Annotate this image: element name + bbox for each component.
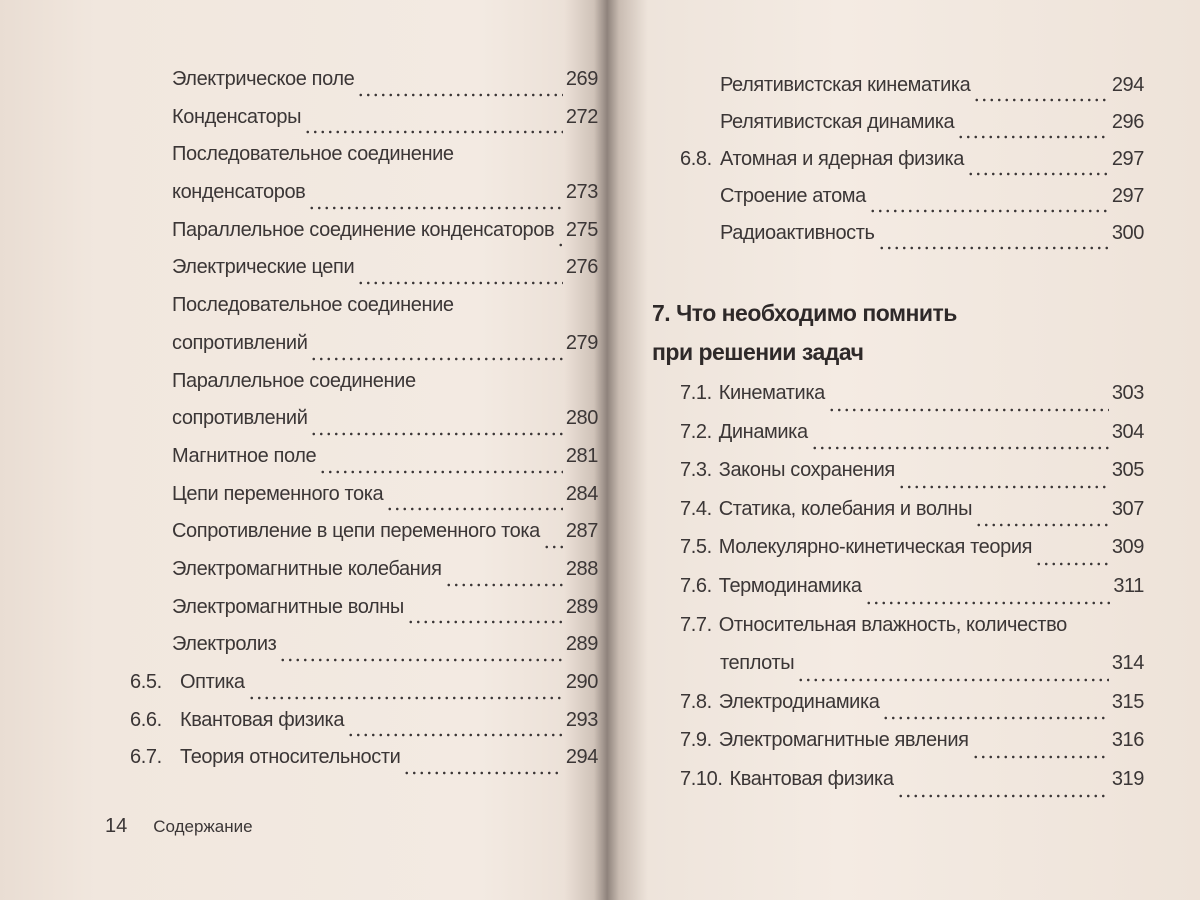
dot-leader — [304, 130, 563, 134]
page-number: 279 — [565, 331, 598, 354]
toc-entry — [130, 143, 598, 181]
dot-leader — [407, 620, 563, 624]
dot-leader — [898, 485, 1109, 489]
entry-title: Строение атома — [720, 185, 866, 207]
toc-entry — [130, 219, 598, 257]
toc-entry — [130, 256, 598, 294]
entry-title: Законы сохранения — [718, 459, 895, 482]
page-number: 280 — [565, 407, 598, 430]
toc-entry — [130, 709, 598, 747]
page-number: 297 — [1111, 148, 1144, 170]
toc-entry — [130, 671, 598, 709]
toc-entry — [680, 614, 1144, 653]
dot-leader — [828, 408, 1109, 412]
dot-leader — [1035, 562, 1109, 566]
entry-title: Радиоактивность — [720, 222, 875, 244]
entry-title: Релятивистская динамика — [720, 111, 955, 133]
dot-leader — [957, 135, 1109, 139]
dot-leader — [869, 209, 1109, 213]
dot-leader — [308, 206, 562, 210]
entry-title: Параллельное соединение конденсаторов — [172, 218, 555, 241]
toc-entry — [130, 633, 598, 671]
page-number: 305 — [1111, 459, 1144, 482]
section-number: 6.8. — [680, 148, 712, 170]
entry-title-continuation: сопротивлений — [172, 331, 308, 354]
toc-entry — [130, 596, 598, 634]
section-number: 6.5. — [130, 671, 162, 693]
page-number: 314 — [1111, 652, 1144, 675]
page-number: 289 — [565, 595, 598, 618]
toc-entry-continuation — [130, 332, 598, 370]
toc-entry-continuation — [130, 181, 598, 219]
page-number: 272 — [565, 105, 598, 128]
section-number: 7.3. — [680, 459, 712, 482]
dot-leader — [972, 755, 1109, 759]
entry-title-continuation: теплоты — [720, 652, 795, 675]
toc-entry — [680, 148, 1144, 185]
entry-title: Электромагнитные явления — [718, 729, 969, 752]
entry-title: Динамика — [718, 420, 808, 443]
entry-title: Оптика — [180, 671, 245, 693]
dot-leader — [878, 246, 1109, 250]
entry-title-continuation: конденсаторов — [172, 181, 306, 204]
entry-title-continuation: сопротивлений — [172, 407, 308, 430]
entry-title: Электромагнитные волны — [172, 595, 404, 618]
dot-leader — [865, 601, 1111, 605]
page-number: 269 — [565, 68, 598, 90]
section-number: 6.6. — [130, 708, 162, 731]
toc-entry — [680, 382, 1144, 421]
dot-leader — [967, 172, 1109, 176]
entry-title: Цепи переменного тока — [172, 482, 384, 505]
section-number: 6.7. — [130, 746, 162, 769]
dot-leader — [811, 446, 1109, 450]
page-number: 14 — [105, 815, 128, 837]
page-number: 315 — [1111, 690, 1144, 713]
toc-entry — [680, 691, 1144, 730]
entry-title: Молекулярно-кинетическая теория — [718, 536, 1033, 559]
entry-title: Квантовая физика — [729, 767, 894, 790]
toc-entry-continuation — [130, 407, 598, 445]
toc-entry — [680, 498, 1144, 537]
section-number: 7.6. — [680, 574, 712, 597]
toc-entry — [130, 106, 598, 144]
page-number: 296 — [1111, 111, 1144, 133]
page-number: 284 — [565, 482, 598, 505]
dot-leader — [310, 432, 562, 436]
toc-entry-continuation — [680, 652, 1144, 691]
dot-leader — [357, 93, 562, 97]
toc-entry — [130, 294, 598, 332]
entry-title: Последовательное соединение — [172, 143, 454, 166]
page-number: 275 — [565, 218, 598, 241]
page-number: 276 — [565, 256, 598, 279]
toc-entry — [130, 746, 598, 784]
toc-entry — [680, 729, 1144, 768]
entry-title: Теория относительности — [180, 746, 401, 769]
dot-leader — [310, 357, 562, 361]
entry-title: Кинематика — [718, 382, 825, 404]
dot-leader — [386, 507, 563, 511]
page-number: 290 — [565, 671, 598, 693]
toc-entry — [680, 185, 1144, 222]
entry-title: Электролиз — [172, 633, 277, 656]
chapter-heading — [652, 294, 957, 372]
dot-leader — [319, 470, 563, 474]
toc-entry — [680, 222, 1144, 259]
dot-leader — [557, 243, 563, 247]
left-toc-list — [130, 68, 598, 784]
page-number: 319 — [1111, 767, 1144, 790]
toc-entry — [680, 111, 1144, 148]
entry-title: Квантовая физика — [180, 708, 345, 731]
toc-entry — [680, 421, 1144, 460]
entry-title: Сопротивление в цепи переменного тока — [172, 520, 540, 543]
page-number: 273 — [565, 181, 598, 204]
page-number: 300 — [1111, 222, 1144, 244]
section-number: 7.2. — [680, 420, 712, 443]
page-number: 289 — [565, 633, 598, 656]
page-number: 297 — [1111, 185, 1144, 207]
running-title: Содержание — [153, 817, 253, 836]
toc-entry — [680, 536, 1144, 575]
entry-title: Электродинамика — [718, 690, 880, 713]
dot-leader — [248, 696, 563, 700]
dot-leader — [357, 281, 563, 285]
toc-entry — [680, 74, 1144, 111]
section-number: 7.8. — [680, 690, 712, 713]
entry-title: Статика, колебания и волны — [718, 497, 973, 520]
page-number: 316 — [1111, 729, 1144, 752]
page-number: 303 — [1111, 382, 1144, 404]
section-number: 7.10. — [680, 767, 723, 790]
page-number: 288 — [565, 557, 598, 580]
page-number: 309 — [1111, 536, 1144, 559]
page-number: 294 — [1111, 74, 1144, 96]
page-number: 293 — [565, 708, 598, 731]
dot-leader — [897, 794, 1109, 798]
right-toc-list — [680, 382, 1144, 807]
page-number: 287 — [565, 520, 598, 543]
dot-leader — [973, 98, 1108, 102]
page-number: 307 — [1111, 497, 1144, 520]
dot-leader — [279, 658, 562, 662]
entry-title: Релятивистская кинематика — [720, 74, 971, 96]
toc-entry — [130, 445, 598, 483]
entry-title: Электромагнитные колебания — [172, 557, 442, 580]
section-number: 7.4. — [680, 497, 712, 520]
dot-leader — [882, 716, 1108, 720]
dot-leader — [445, 583, 563, 587]
toc-entry — [130, 68, 598, 106]
dot-leader — [797, 678, 1109, 682]
toc-entry — [130, 558, 598, 596]
section-number: 7.1. — [680, 382, 712, 404]
page-number: 311 — [1113, 574, 1144, 597]
right-toc-list-top — [680, 74, 1144, 259]
dot-leader — [347, 733, 563, 737]
toc-entry — [130, 483, 598, 521]
section-number: 7.7. — [680, 613, 712, 636]
toc-entry — [680, 575, 1144, 614]
toc-entry — [130, 370, 598, 408]
page-number: 304 — [1111, 420, 1144, 443]
entry-title: Конденсаторы — [172, 105, 302, 128]
entry-title: Относительная влажность, количество — [718, 613, 1067, 636]
page-footer — [105, 815, 253, 838]
entry-title: Термодинамика — [718, 574, 862, 597]
entry-title: Магнитное поле — [172, 444, 317, 467]
entry-title: Электрические цепи — [172, 256, 355, 279]
entry-title: Последовательное соединение — [172, 294, 454, 317]
chapter-heading-line: при решении задач — [652, 339, 864, 365]
page-number: 294 — [565, 746, 598, 769]
dot-leader — [543, 545, 563, 549]
entry-title: Параллельное соединение — [172, 369, 416, 392]
section-number: 7.9. — [680, 729, 712, 752]
dot-leader — [403, 771, 562, 775]
toc-entry — [130, 520, 598, 558]
toc-entry — [680, 459, 1144, 498]
chapter-heading-line: 7. Что необходимо помнить — [652, 300, 957, 326]
entry-title: Электрическое поле — [172, 68, 355, 90]
section-number: 7.5. — [680, 536, 712, 559]
entry-title: Атомная и ядерная физика — [720, 148, 964, 170]
page-number: 281 — [565, 444, 598, 467]
toc-entry — [680, 768, 1144, 807]
dot-leader — [975, 523, 1109, 527]
